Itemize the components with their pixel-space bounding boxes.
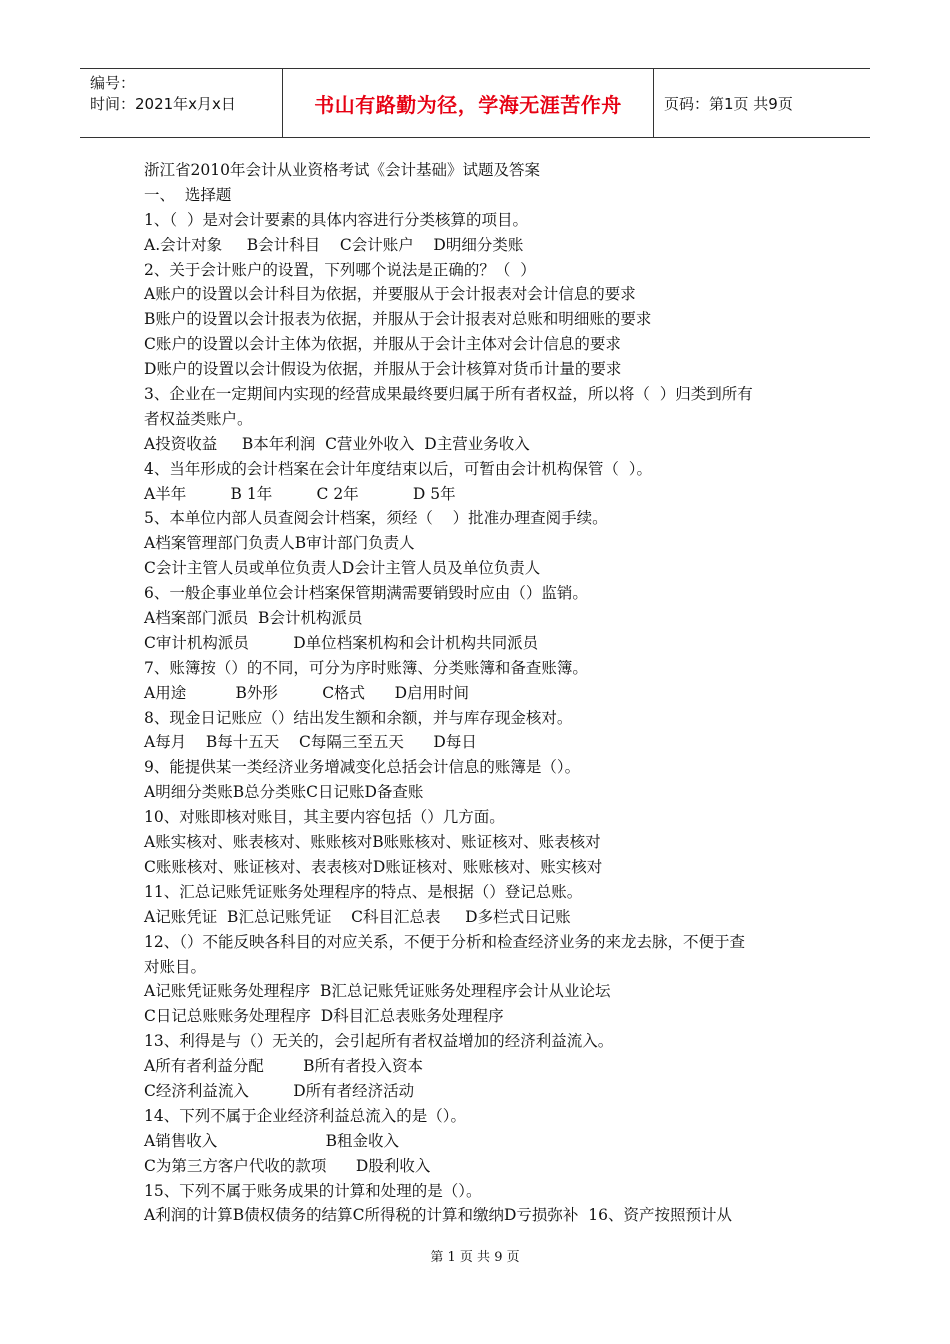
page-header <box>80 68 870 138</box>
text-line: A档案管理部门负责人B审计部门负责人 <box>144 534 415 553</box>
text-line: 一、 选择题 <box>144 185 232 204</box>
number-label: 编号： <box>90 74 136 92</box>
header-page-cell <box>654 69 870 137</box>
text-line: 者权益类账户。 <box>144 409 253 428</box>
text-line: 13、利得是与（）无关的，会引起所有者权益增加的经济利益流入。 <box>144 1032 614 1051</box>
text-line: 浙江省2010年会计从业资格考试《会计基础》试题及答案 <box>144 161 540 179</box>
text-line: A销售收入 B租金收入 <box>144 1131 399 1150</box>
text-line: D账户的设置以会计假设为依据，并服从于会计核算对货币计量的要求 <box>144 360 622 379</box>
page-label: 页码：第1页 共9页 <box>664 94 793 113</box>
text-line: 1、（ ）是对会计要素的具体内容进行分类核算的项目。 <box>144 210 528 229</box>
text-line: 5、本单位内部人员查阅会计档案，须经（ ）批准办理查阅手续。 <box>144 509 608 528</box>
text-line: A账实核对、账表核对、账账核对B账账核对、账证核对、账表核对 <box>144 833 601 852</box>
motto: 书山有路勤为径，学海无涯苦作舟 <box>314 92 622 117</box>
page-footer: 第 1 页 共 9 页 <box>430 1250 520 1265</box>
text-line: 12、（）不能反映各科目的对应关系，不便于分析和检查经济业务的来龙去脉，不便于查 <box>144 932 745 951</box>
text-line: A记账凭证 B汇总记账凭证 C科目汇总表 D多栏式日记账 <box>144 907 571 926</box>
header-info <box>80 69 282 137</box>
text-line: A.会计对象 B会计科目 C会计账户 D明细分类账 <box>144 235 524 254</box>
text-line: A投资收益 B本年利润 C营业外收入 D主营业务收入 <box>144 434 530 453</box>
text-line: C会计主管人员或单位负责人D会计主管人员及单位负责人 <box>144 559 541 578</box>
text-line: 2、关于会计账户的设置，下列哪个说法是正确的？（ ） <box>144 260 536 279</box>
text-line: C账户的设置以会计主体为依据，并服从于会计主体对会计信息的要求 <box>144 335 621 354</box>
text-line: C经济利益流入 D所有者经济活动 <box>144 1081 415 1100</box>
text-line: A明细分类账B总分类账C日记账D备查账 <box>144 783 424 802</box>
text-line: 6、一般企事业单位会计档案保管期满需要销毁时应由（）监销。 <box>144 584 588 603</box>
text-line: C账账核对、账证核对、表表核对D账证核对、账账核对、账实核对 <box>144 857 603 876</box>
text-line: 对账目。 <box>144 957 207 976</box>
text-line: A档案部门派员 B会计机构派员 <box>144 609 363 628</box>
text-line: 14、下列不属于企业经济利益总流入的是（）。 <box>144 1106 466 1125</box>
text-line: C审计机构派员 D单位档案机构和会计机构共同派员 <box>144 633 539 652</box>
text-line: A用途 B外形 C格式 D启用时间 <box>144 683 470 702</box>
text-line: B账户的设置以会计报表为依据，并服从于会计报表对总账和明细账的要求 <box>144 310 652 329</box>
text-line: 15、下列不属于账务成果的计算和处理的是（）。 <box>144 1181 482 1200</box>
text-line: 10、对账即核对账目，其主要内容包括（）几方面。 <box>144 808 505 827</box>
text-line: 8、现金日记账应（）结出发生额和余额，并与库存现金核对。 <box>144 708 573 727</box>
text-line: C日记总账账务处理程序 D科目汇总表账务处理程序 <box>144 1007 504 1026</box>
text-line: 4、当年形成的会计档案在会计年度结束以后，可暂由会计机构保管（ ）。 <box>144 459 652 478</box>
text-line: C为第三方客户代收的款项 D股利收入 <box>144 1156 431 1175</box>
text-line: A记账凭证账务处理程序 B汇总记账凭证账务处理程序会计从业论坛 <box>144 982 611 1001</box>
text-line: A半年 B 1年 C 2年 D 5年 <box>144 484 456 503</box>
text-line: 11、汇总记账凭证账务处理程序的特点、是根据（）登记总账。 <box>144 882 583 901</box>
text-line: 9、能提供某一类经济业务增减变化总括会计信息的账簿是（）。 <box>144 758 581 777</box>
time-label: 时间：2021年x月x日 <box>90 95 236 113</box>
text-line: A利润的计算B债权债务的结算C所得税的计算和缴纳D亏损弥补 16、资产按照预计从 <box>144 1206 732 1225</box>
text-line: A所有者利益分配 B所有者投入资本 <box>144 1057 424 1076</box>
header-motto-cell <box>282 69 654 137</box>
document-body <box>144 158 824 1228</box>
text-line: A账户的设置以会计科目为依据，并要服从于会计报表对会计信息的要求 <box>144 285 636 304</box>
text-line: A每月 B每十五天 C每隔三至五天 D每日 <box>144 733 477 752</box>
text-line: 7、账簿按（）的不同，可分为序时账簿、分类账簿和备查账簿。 <box>144 658 588 677</box>
text-line: 3、企业在一定期间内实现的经营成果最终要归属于所有者权益，所以将（ ）归类到所有 <box>144 385 753 404</box>
